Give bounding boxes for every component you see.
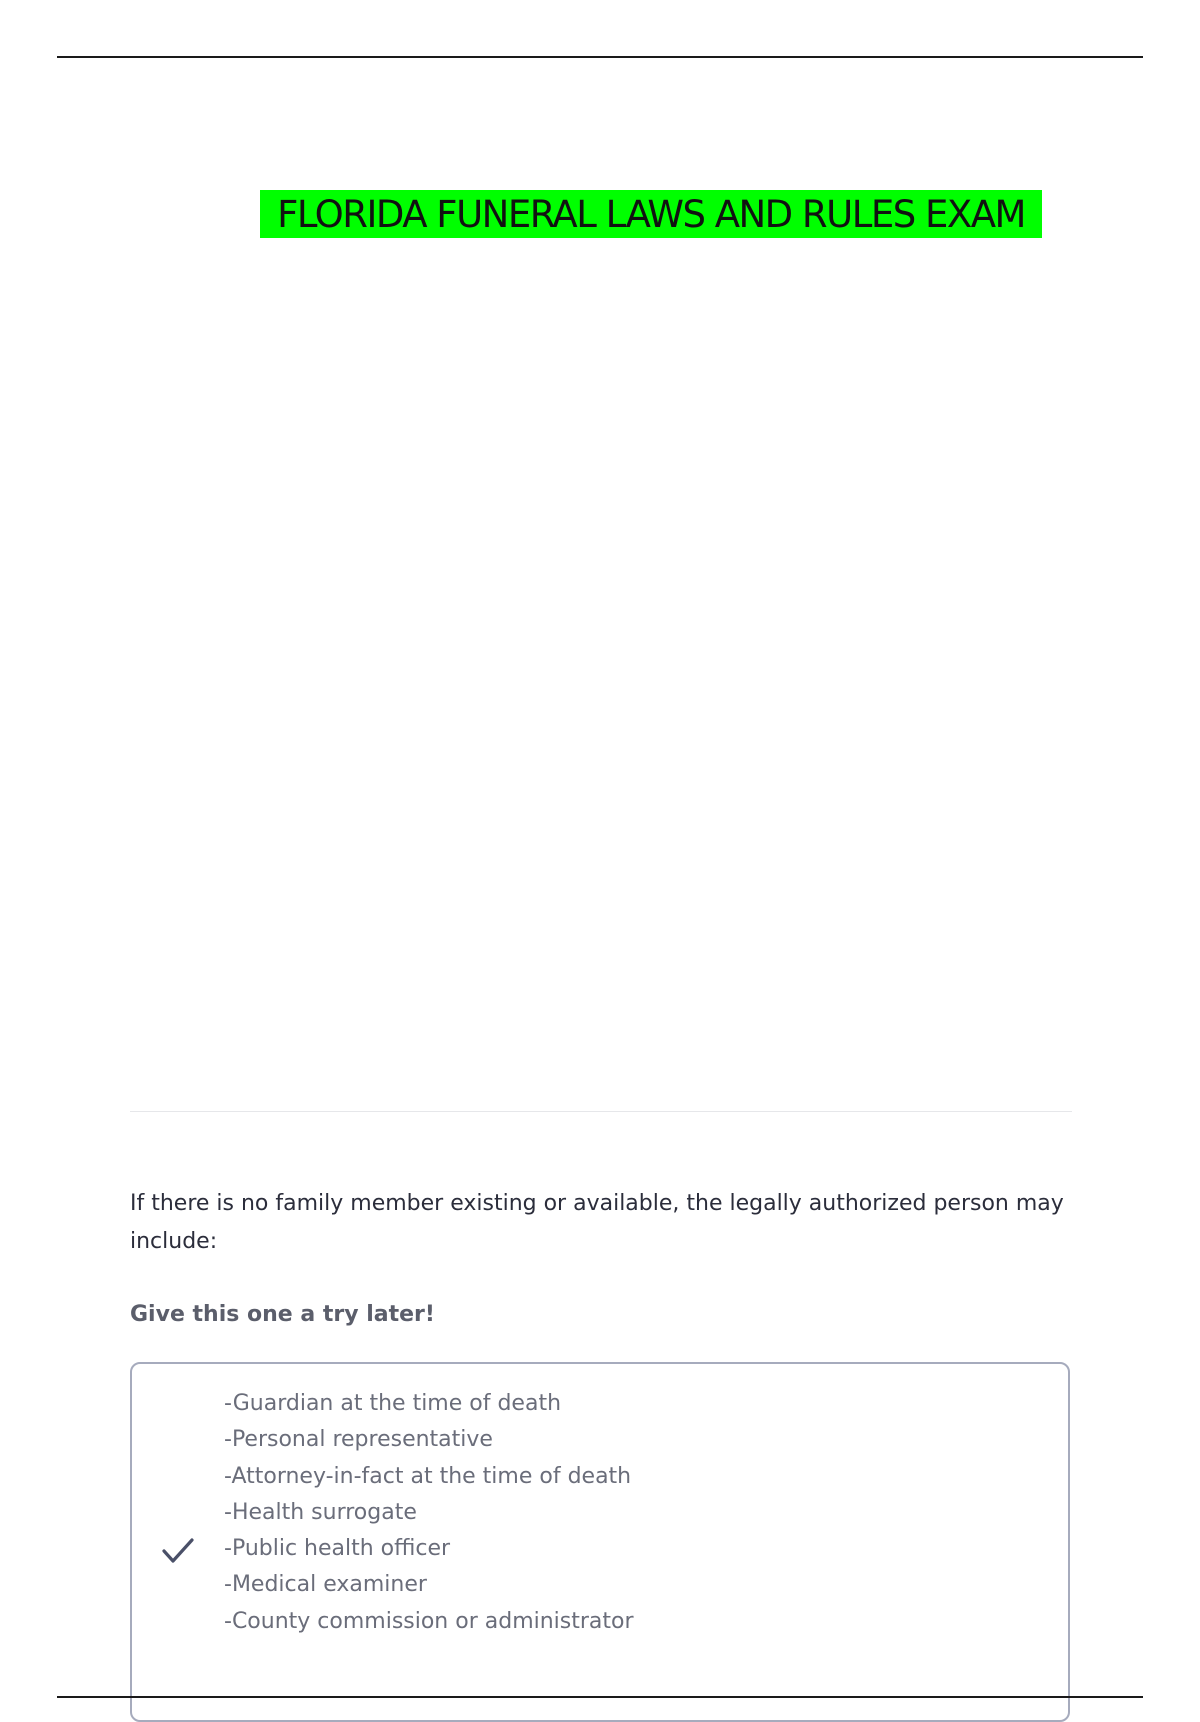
checkmark-icon xyxy=(160,1536,196,1566)
answer-item: -Health surrogate xyxy=(224,1499,417,1525)
question-text: If there is no family member existing or available, the legally authorized person may include: xyxy=(130,1191,1064,1254)
answer-list xyxy=(224,1386,634,1640)
answer-item: -Public health officer xyxy=(224,1536,451,1562)
answer-item: -Medical examiner xyxy=(224,1572,427,1598)
document-title: FLORIDA FUNERAL LAWS AND RULES EXAM xyxy=(277,192,1025,236)
hint-text: Give this one a try later! xyxy=(130,1302,435,1327)
page-top-rule xyxy=(57,56,1143,58)
answer-item: -Personal representative xyxy=(224,1427,493,1453)
answer-item: -County commission or administrator xyxy=(224,1608,634,1634)
page-bottom-rule xyxy=(57,1696,1143,1698)
section-divider xyxy=(130,1111,1072,1112)
title-highlight xyxy=(260,190,1042,238)
answer-card xyxy=(130,1362,1070,1722)
answer-item: -Guardian at the time of death xyxy=(224,1391,562,1416)
answer-item: -Attorney-in-fact at the time of death xyxy=(224,1463,632,1489)
